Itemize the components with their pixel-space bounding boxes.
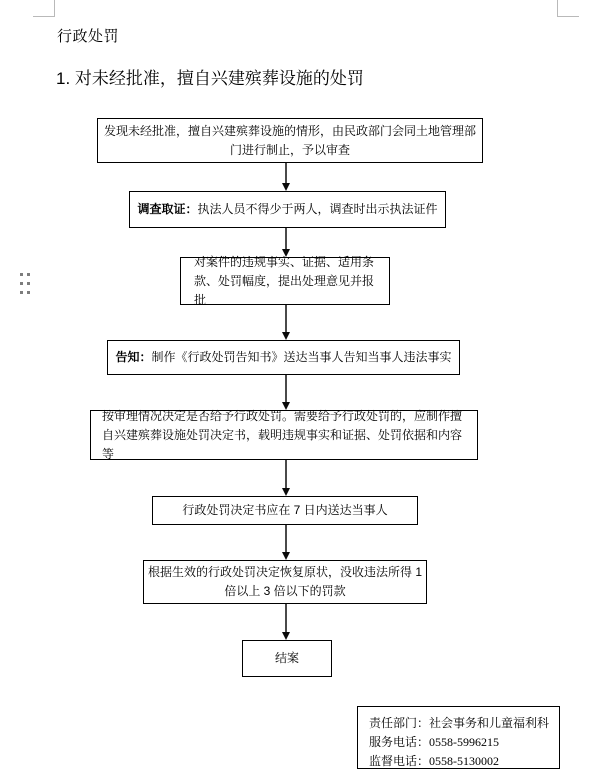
flow-arrow-down-4: [281, 375, 291, 410]
section-heading: 1. 对未经批准，擅自兴建殡葬设施的处罚: [56, 69, 364, 88]
flow-step-text: 结案: [274, 651, 299, 665]
flow-step-text: 调查取证：执法人员不得少于两人，调查时出示执法证件: [137, 202, 438, 216]
document-title: 行政处罚: [57, 28, 120, 45]
flow-step-bold-prefix: 调查取证：: [137, 202, 198, 216]
flow-step-text: 告知：制作《行政处罚告知书》送达当事人告知当事人违法事实: [115, 350, 452, 364]
contact-department: [369, 714, 559, 733]
contact-label: 服务电话：: [369, 735, 430, 749]
flow-arrow-down-3: [281, 305, 291, 340]
drag-handle-icon[interactable]: [20, 273, 30, 294]
flow-step-decision: [90, 410, 478, 460]
contact-value: 社会事务和儿童福利科: [429, 716, 550, 730]
flow-step-text: 对案件的违规事实、证据、适用条款、处罚幅度，提出处理意见并报批: [194, 254, 375, 307]
flow-arrow-down-1: [281, 163, 291, 191]
flow-step-execute: [143, 560, 427, 604]
flow-step-text: 行政处罚决定书应在 7 日内送达当事人: [182, 503, 388, 517]
flow-arrow-down-6: [281, 525, 291, 560]
contact-supervision-phone: [369, 752, 559, 771]
flow-arrow-down-7: [281, 604, 291, 640]
contact-info-box: [357, 706, 560, 769]
flow-step-investigate: [129, 191, 446, 228]
flow-step-notify: [107, 340, 460, 375]
flow-arrow-down-5: [281, 460, 291, 496]
flow-step-close-case: [242, 640, 332, 677]
flow-step-review-opinion: [180, 254, 390, 307]
flow-step-text: 按审理情况决定是否给予行政处罚。需要给予行政处罚的，应制作擅自兴建殡葬设施处罚决定书，载明违规事实和证据、处罚依据和内容等: [102, 408, 463, 461]
flow-step-text: 根据生效的行政处罚决定恢复原状，没收违法所得 1 倍以上 3 倍以下的罚款: [148, 565, 423, 598]
flow-step-bold-prefix: 告知：: [115, 350, 152, 364]
flow-step-text: 发现未经批准，擅自兴建殡葬设施的情形，由民政部门会同土地管理部门进行制止，予以审查: [103, 123, 476, 157]
flow-step-deliver: [152, 496, 418, 525]
contact-label: 监督电话：: [369, 754, 430, 768]
contact-value: 0558-5996215: [429, 735, 500, 749]
flow-step-discover-report: [97, 118, 483, 163]
contact-value: 0558-5130002: [429, 754, 500, 768]
margin-corner-mark-top-left: [33, 0, 55, 17]
contact-service-phone: [369, 733, 559, 752]
contact-label: 责任部门：: [369, 716, 430, 730]
margin-corner-mark-top-right: [557, 0, 579, 17]
